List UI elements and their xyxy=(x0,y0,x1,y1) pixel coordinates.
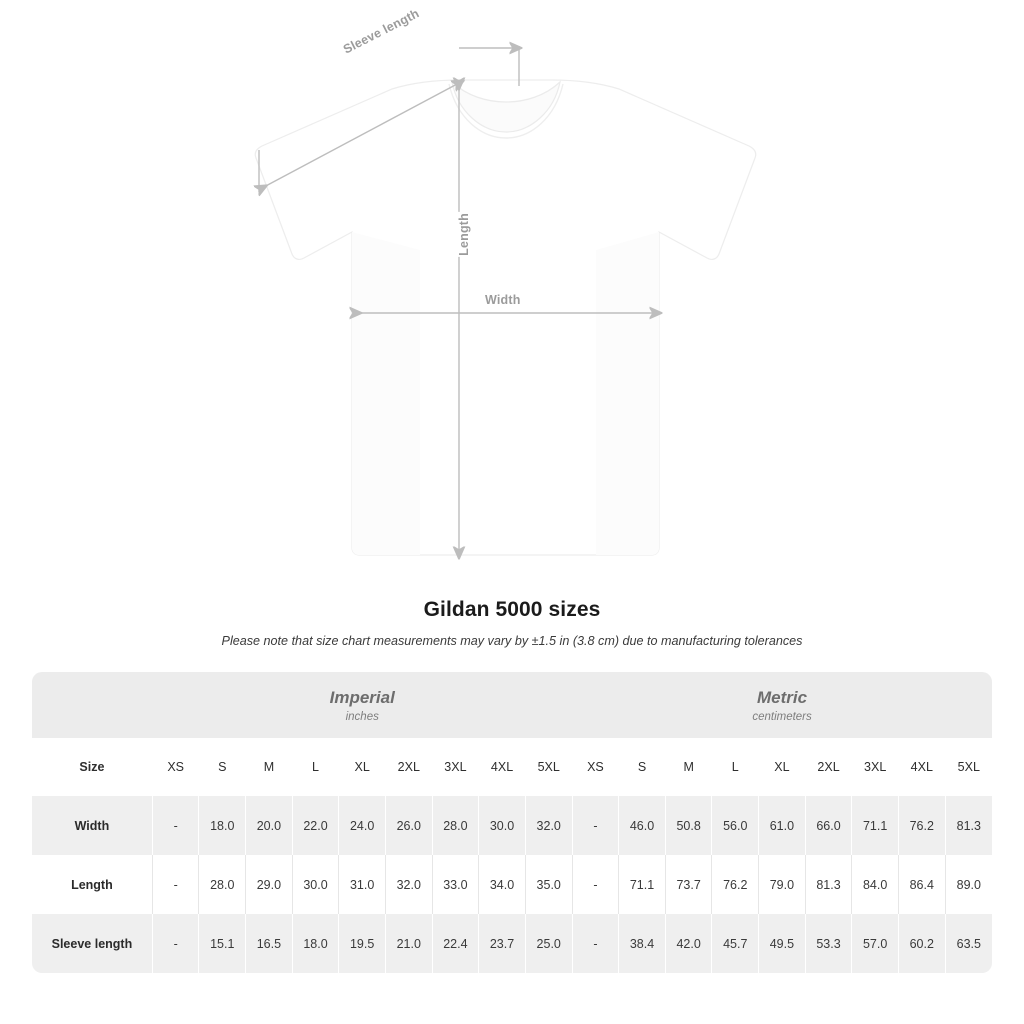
size-chart-table xyxy=(32,672,992,973)
system-metric-unit: centimeters xyxy=(752,710,812,723)
length-metric-3xl: 84.0 xyxy=(852,855,899,914)
width-imperial-3xl: 28.0 xyxy=(432,796,479,855)
length-dimension-label: Length xyxy=(453,212,475,257)
row-label-sleeve-length: Sleeve length xyxy=(32,914,152,973)
length-imperial-xl: 31.0 xyxy=(339,855,386,914)
header-metric-xs: XS xyxy=(572,738,619,796)
table-row xyxy=(32,796,992,855)
sleeve-length-dimension-label: Sleeve length xyxy=(337,4,426,60)
size-header-row xyxy=(32,738,992,796)
length-imperial-m: 29.0 xyxy=(246,855,293,914)
header-size-label: Size xyxy=(32,738,152,796)
system-metric-name: Metric xyxy=(757,688,808,708)
header-imperial-2xl: 2XL xyxy=(385,738,432,796)
system-imperial xyxy=(152,672,572,738)
width-imperial-m: 20.0 xyxy=(246,796,293,855)
sleeve-imperial-4xl: 23.7 xyxy=(479,914,526,973)
sleeve-metric-5xl: 63.5 xyxy=(945,914,992,973)
sleeve-metric-3xl: 57.0 xyxy=(852,914,899,973)
width-metric-m: 50.8 xyxy=(665,796,712,855)
length-imperial-3xl: 33.0 xyxy=(432,855,479,914)
header-imperial-xl: XL xyxy=(339,738,386,796)
width-metric-3xl: 71.1 xyxy=(852,796,899,855)
length-metric-xl: 79.0 xyxy=(759,855,806,914)
header-metric-l: L xyxy=(712,738,759,796)
length-imperial-l: 30.0 xyxy=(292,855,339,914)
system-metric xyxy=(572,672,992,738)
sleeve-metric-m: 42.0 xyxy=(665,914,712,973)
header-metric-4xl: 4XL xyxy=(898,738,945,796)
measurement-system-row xyxy=(32,672,992,738)
sleeve-imperial-l: 18.0 xyxy=(292,914,339,973)
length-metric-5xl: 89.0 xyxy=(945,855,992,914)
length-imperial-4xl: 34.0 xyxy=(479,855,526,914)
sleeve-metric-xs: - xyxy=(572,914,619,973)
width-metric-4xl: 76.2 xyxy=(898,796,945,855)
length-metric-4xl: 86.4 xyxy=(898,855,945,914)
tolerance-note: Please note that size chart measurements may vary by ±1.5 in (3.8 cm) due to manufacturing tolerances xyxy=(221,634,803,648)
width-imperial-xs: - xyxy=(152,796,199,855)
page-title: Gildan 5000 sizes xyxy=(423,598,601,621)
row-label-length: Length xyxy=(32,855,152,914)
length-imperial-xs: - xyxy=(152,855,199,914)
system-imperial-unit: inches xyxy=(345,710,379,723)
sleeve-metric-s: 38.4 xyxy=(619,914,666,973)
header-imperial-4xl: 4XL xyxy=(479,738,526,796)
header-metric-3xl: 3XL xyxy=(852,738,899,796)
header-imperial-m: M xyxy=(246,738,293,796)
sleeve-metric-l: 45.7 xyxy=(712,914,759,973)
length-metric-2xl: 81.3 xyxy=(805,855,852,914)
sleeve-metric-4xl: 60.2 xyxy=(898,914,945,973)
length-metric-m: 73.7 xyxy=(665,855,712,914)
width-imperial-5xl: 32.0 xyxy=(525,796,572,855)
sleeve-imperial-xl: 19.5 xyxy=(339,914,386,973)
header-metric-5xl: 5XL xyxy=(945,738,992,796)
width-imperial-l: 22.0 xyxy=(292,796,339,855)
sleeve-imperial-5xl: 25.0 xyxy=(525,914,572,973)
header-metric-s: S xyxy=(619,738,666,796)
width-metric-5xl: 81.3 xyxy=(945,796,992,855)
width-dimension-label: Width xyxy=(481,292,525,308)
length-metric-xs: - xyxy=(572,855,619,914)
row-label-width: Width xyxy=(32,796,152,855)
width-imperial-2xl: 26.0 xyxy=(385,796,432,855)
header-metric-xl: XL xyxy=(759,738,806,796)
length-metric-l: 76.2 xyxy=(712,855,759,914)
table-row xyxy=(32,914,992,973)
width-metric-s: 46.0 xyxy=(619,796,666,855)
header-metric-m: M xyxy=(665,738,712,796)
header-imperial-5xl: 5XL xyxy=(525,738,572,796)
length-metric-s: 71.1 xyxy=(619,855,666,914)
width-metric-xl: 61.0 xyxy=(759,796,806,855)
sleeve-imperial-m: 16.5 xyxy=(246,914,293,973)
length-imperial-2xl: 32.0 xyxy=(385,855,432,914)
table-row xyxy=(32,855,992,914)
system-imperial-name: Imperial xyxy=(329,688,395,708)
size-chart-table-wrap xyxy=(32,672,992,973)
width-metric-l: 56.0 xyxy=(712,796,759,855)
length-imperial-5xl: 35.0 xyxy=(525,855,572,914)
system-row-spacer xyxy=(32,672,152,738)
width-metric-2xl: 66.0 xyxy=(805,796,852,855)
sleeve-metric-2xl: 53.3 xyxy=(805,914,852,973)
width-metric-xs: - xyxy=(572,796,619,855)
header-metric-2xl: 2XL xyxy=(805,738,852,796)
sleeve-imperial-3xl: 22.4 xyxy=(432,914,479,973)
sleeve-imperial-2xl: 21.0 xyxy=(385,914,432,973)
width-imperial-s: 18.0 xyxy=(199,796,246,855)
header-imperial-l: L xyxy=(292,738,339,796)
sleeve-metric-xl: 49.5 xyxy=(759,914,806,973)
header-imperial-3xl: 3XL xyxy=(432,738,479,796)
sleeve-imperial-xs: - xyxy=(152,914,199,973)
sleeve-imperial-s: 15.1 xyxy=(199,914,246,973)
width-imperial-4xl: 30.0 xyxy=(479,796,526,855)
header-imperial-s: S xyxy=(199,738,246,796)
length-imperial-s: 28.0 xyxy=(199,855,246,914)
header-imperial-xs: XS xyxy=(152,738,199,796)
width-imperial-xl: 24.0 xyxy=(339,796,386,855)
